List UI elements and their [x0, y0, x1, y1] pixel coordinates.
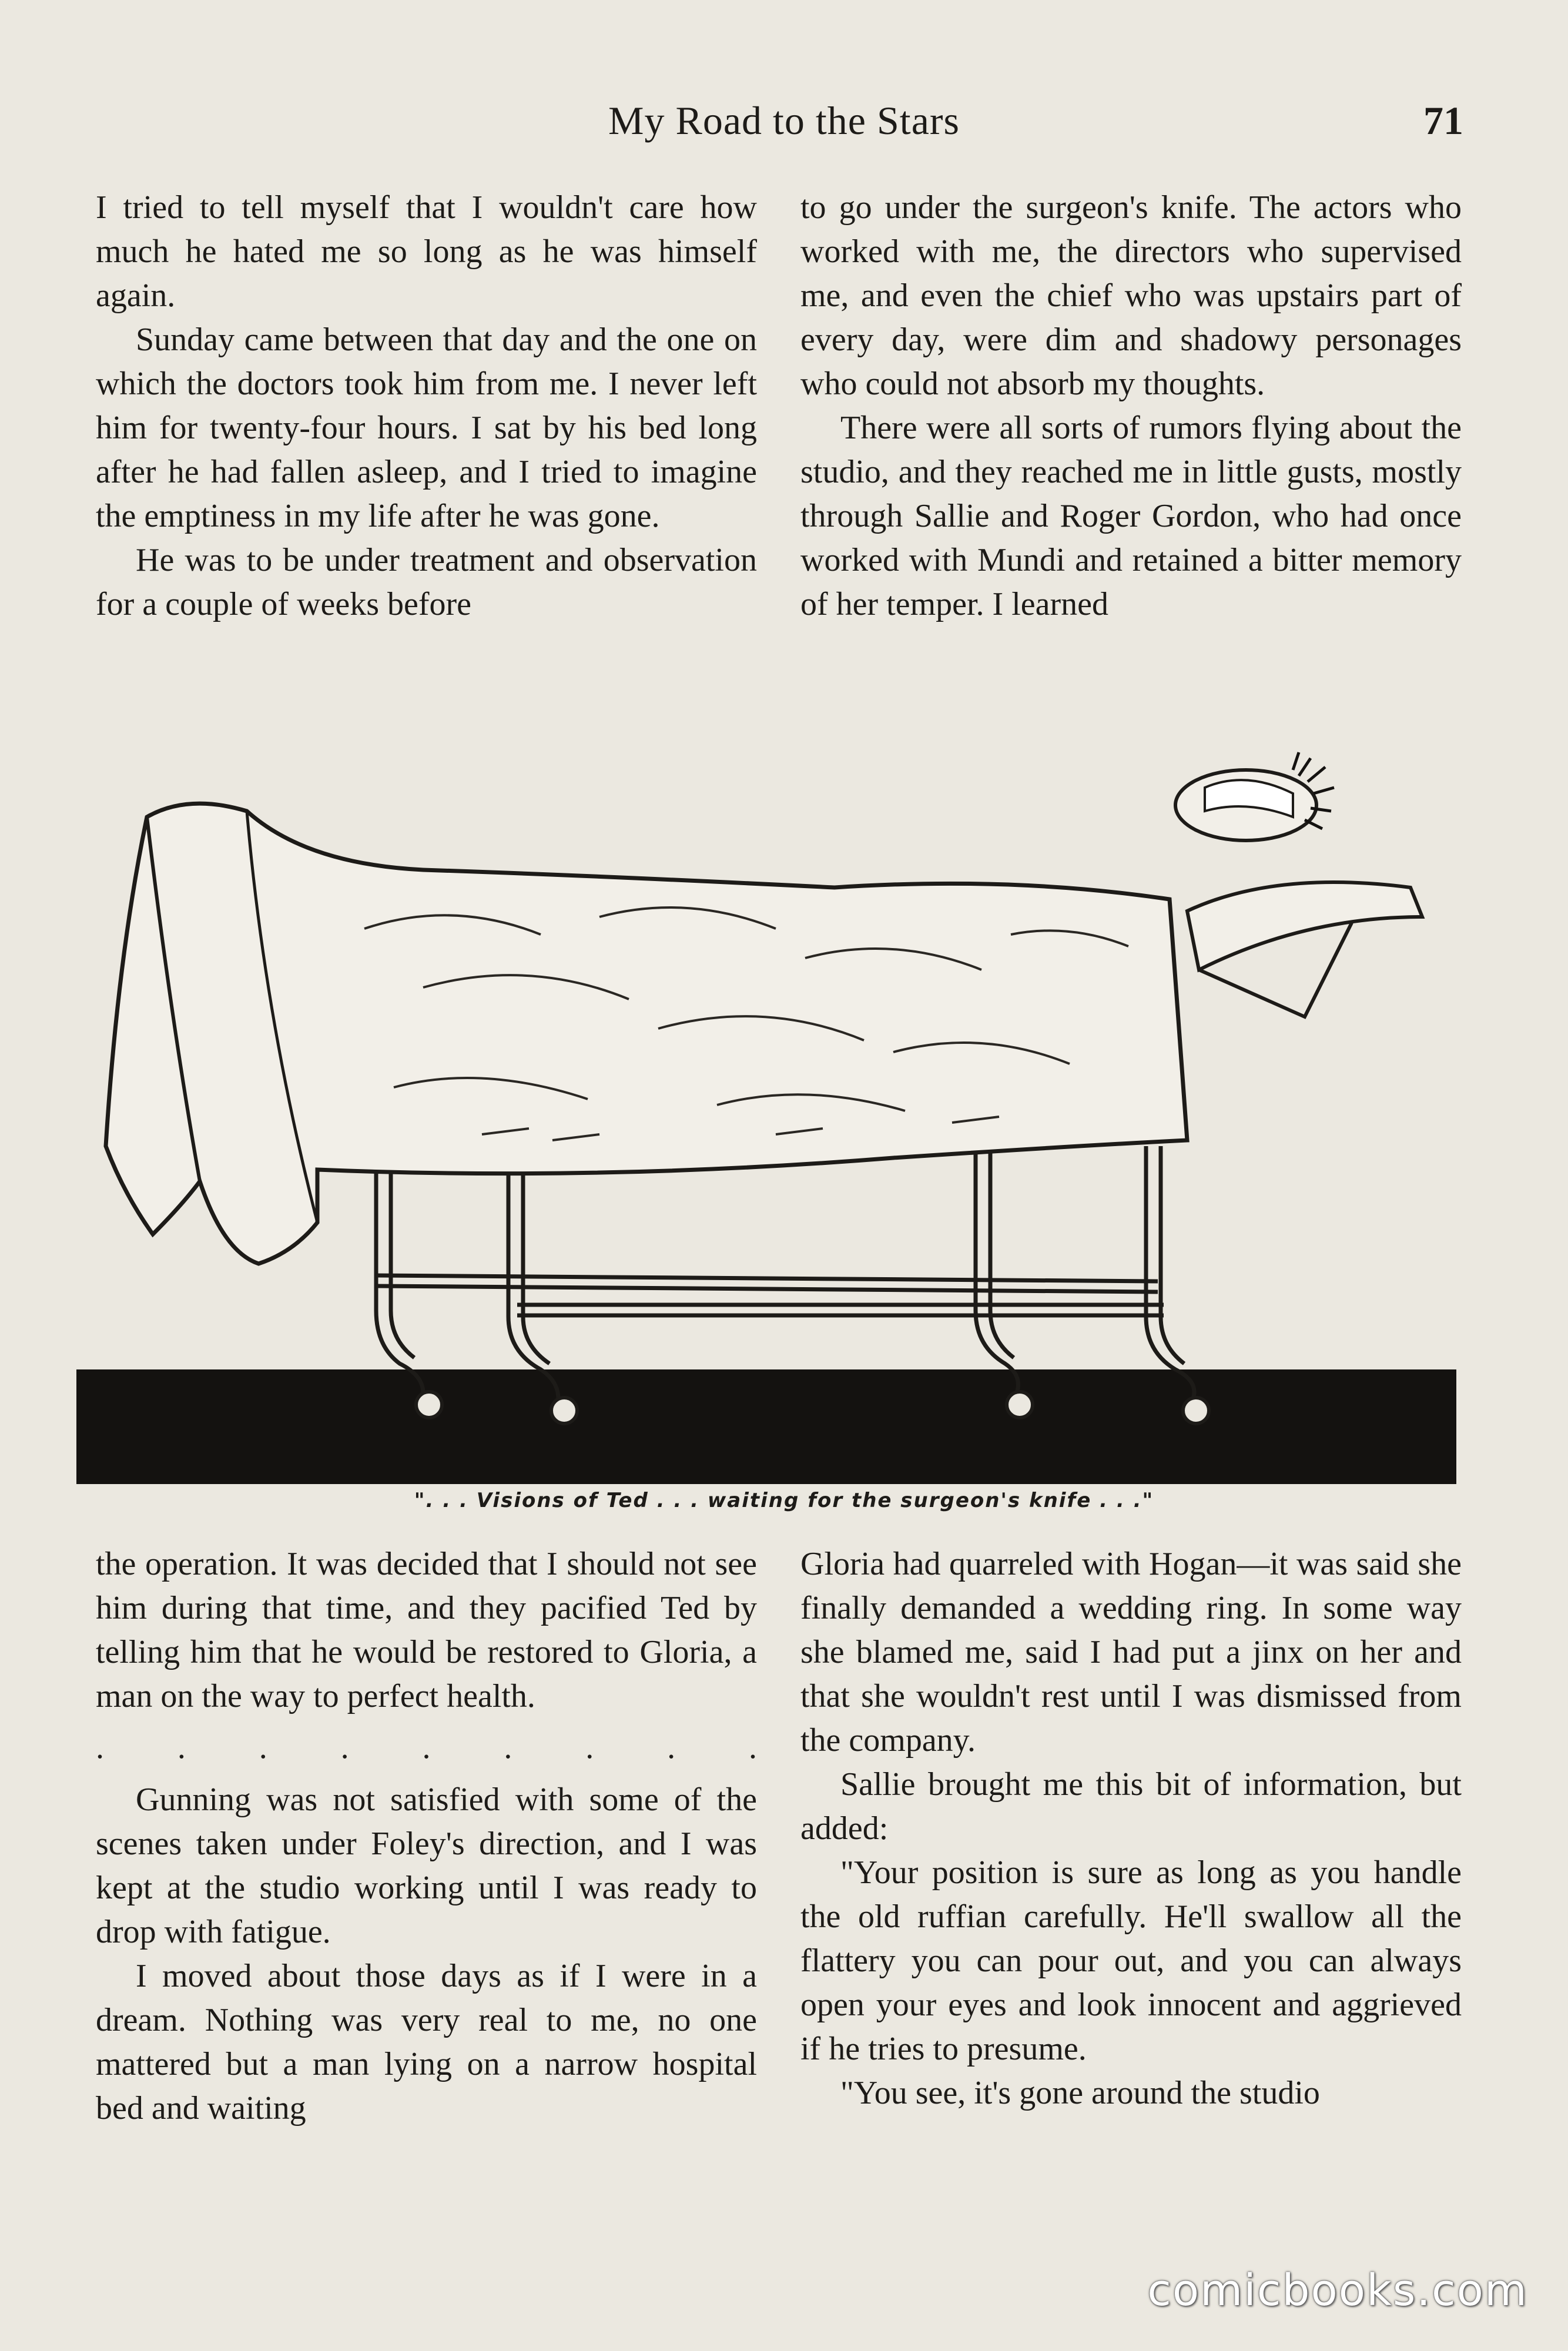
page-number: 71 [1423, 98, 1463, 143]
text-column-left-bottom [96, 1542, 757, 2131]
text-column-right-top [800, 186, 1462, 627]
paragraph: the operation. It was decided that I should not see him during that time, and they pacified Ted by telling him that he would be restored to Gloria, a man on the way to perfect health. [96, 1546, 757, 1714]
paragraph: There were all sorts of rumors flying about the studio, and they reached me in little gusts, mostly through Sallie and Roger Gordon, who had once worked with Mundi and retained a bitter memory of her temper. I learned [800, 410, 1462, 622]
site-watermark: comicbooks.com [1147, 2265, 1528, 2316]
running-title: My Road to the Stars [608, 98, 960, 143]
paragraph: I tried to tell myself that I wouldn't care how much he hated me so long as he was himself again. [96, 189, 757, 314]
illustration-hospital-bed [71, 723, 1462, 1493]
paragraph: I moved about those days as if I were in a dream. Nothing was very real to me, no one mattered but a man lying on a narrow hospital bed and waiting [96, 1958, 757, 2126]
paragraph: "You see, it's gone around the studio [840, 2075, 1320, 2111]
paragraph: Sallie brought me this bit of information, but added: [800, 1766, 1462, 1847]
page-header [0, 98, 1568, 156]
paragraph: He was to be under treatment and observation for a couple of weeks before [96, 542, 757, 622]
paragraph: Sunday came between that day and the one on which the doctors took him from me. I never left him for twenty-four hours. I sat by his bed long after he had fallen asleep, and I tried to imagine the emptiness in my life after he was gone. [96, 321, 757, 534]
paragraph: to go under the surgeon's knife. The actors who worked with me, the directors who supervised me, and even the chief who was upstairs part of every day, were dim and shadowy personages who could not absorb my thoughts. [800, 189, 1462, 402]
text-column-right-bottom [800, 1542, 1462, 2115]
paragraph: "Your position is sure as long as you handle the old ruffian carefully. He'll swallow all the flattery you can pour out, and you can always open your eyes and look innocent and aggrieved if he tries to presume. [800, 1854, 1462, 2067]
text-column-left-top [96, 186, 757, 627]
paragraph: Gunning was not satisfied with some of the scenes taken under Foley's direction, and I was kept at the studio working until I was ready to drop with fatigue. [96, 1781, 757, 1950]
paragraph: Gloria had quarreled with Hogan—it was said she finally demanded a wedding ring. In some way she blamed me, said I had put a jinx on her and that she wouldn't rest until I was dismissed from the company. [800, 1546, 1462, 1759]
section-break-dots: . . . . . . . . . [96, 1729, 757, 1766]
illustration-caption: ". . . Visions of Ted . . . waiting for the surgeon's knife . . ." [414, 1489, 1154, 1512]
